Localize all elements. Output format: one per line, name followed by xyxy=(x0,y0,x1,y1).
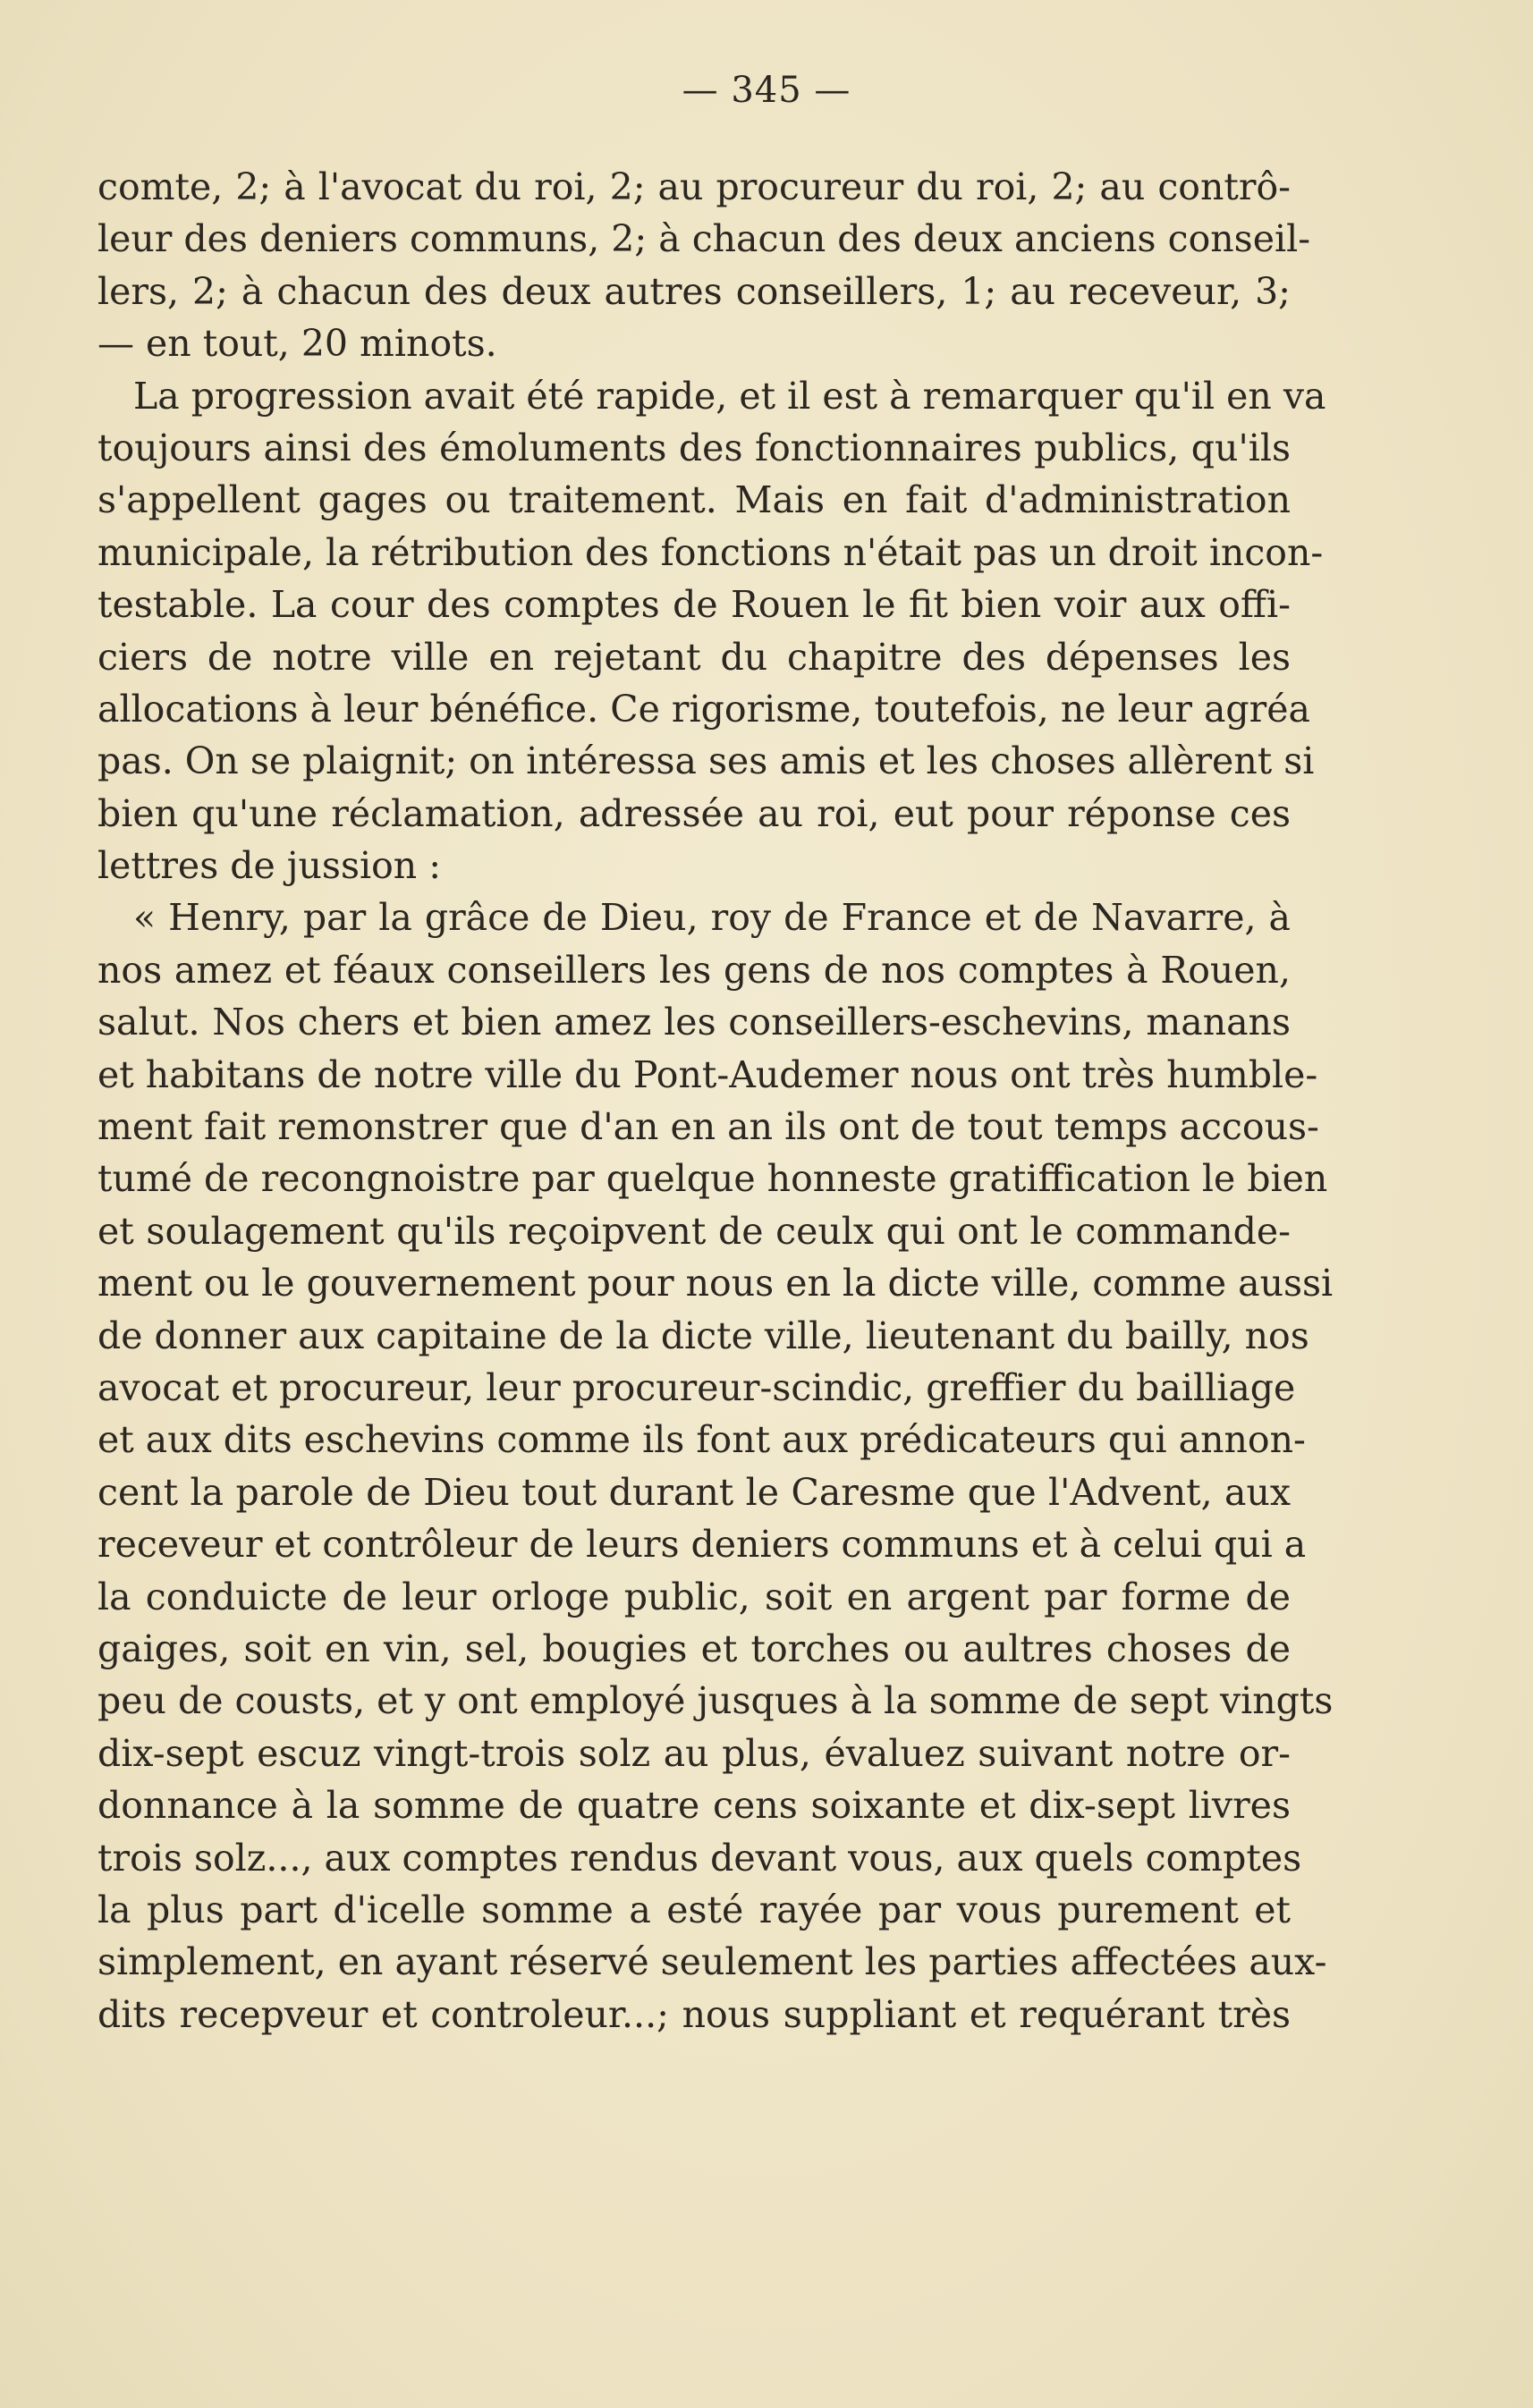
text-line: avocat et procureur, leur procureur-scindic, greffier du bailliage xyxy=(97,1365,1296,1409)
text-line: bien qu'une réclamation, adressée au roi, eut pour réponse ces xyxy=(97,791,1291,835)
text-line: testable. La cour des comptes de Rouen le fit bien voir aux offi- xyxy=(97,583,1291,627)
body-text xyxy=(97,161,1334,2040)
text-line: cent la parole de Dieu tout durant le Caresme que l'Advent, aux xyxy=(97,1470,1291,1514)
text-line: de donner aux capitaine de la dicte ville, lieutenant du bailly, nos xyxy=(97,1314,1309,1357)
text-line: lers, 2; à chacun des deux autres conseillers, 1; au receveur, 3; xyxy=(97,269,1291,313)
text-line: simplement, en ayant réservé seulement les parties affectées aux- xyxy=(97,1940,1327,1984)
text-line: pas. On se plaignit; on intéressa ses amis et les choses allèrent si xyxy=(97,739,1315,783)
text-line: dits recepveur et controleur...; nous suppliant et requérant très xyxy=(97,1992,1291,2036)
text-line: salut. Nos chers et bien amez les conseillers-eschevins, manans xyxy=(97,1001,1291,1044)
text-line: comte, 2; à l'avocat du roi, 2; au procureur du roi, 2; au contrô- xyxy=(97,165,1291,208)
text-line: « Henry, par la grâce de Dieu, roy de France et de Navarre, à xyxy=(133,896,1291,940)
text-line: et habitans de notre ville du Pont-Audemer nous ont très humble- xyxy=(97,1052,1318,1096)
text-line: — en tout, 20 minots. xyxy=(97,322,497,366)
text-line: gaiges, soit en vin, sel, bougies et torches ou aultres choses de xyxy=(97,1626,1291,1670)
text-line: et soulagement qu'ils reçoipvent de ceulx qui ont le commande- xyxy=(97,1209,1291,1253)
page-number: — 345 — xyxy=(682,70,851,111)
text-line: receveur et contrôleur de leurs deniers communs et à celui qui a xyxy=(97,1523,1307,1567)
text-line: toujours ainsi des émoluments des fonctionnaires publics, qu'ils xyxy=(97,426,1291,469)
text-line: ment ou le gouvernement pour nous en la dicte ville, comme aussi xyxy=(97,1262,1334,1305)
text-line: et aux dits eschevins comme ils font aux prédicateurs qui annon- xyxy=(97,1418,1306,1462)
text-line: ciers de notre ville en rejetant du chapitre des dépenses les xyxy=(97,635,1291,679)
text-line: lettres de jussion : xyxy=(97,844,442,888)
text-line: peu de cousts, et y ont employé jusques à la somme de sept vingts xyxy=(97,1679,1334,1723)
text-line: municipale, la rétribution des fonctions n'était pas un droit incon- xyxy=(97,530,1324,574)
text-line: s'appellent gages ou traitement. Mais en fait d'administration xyxy=(97,478,1291,522)
text-line: ment fait remonstrer que d'an en an ils ont de tout temps accous- xyxy=(97,1105,1319,1149)
text-line: nos amez et féaux conseillers les gens de nos comptes à Rouen, xyxy=(97,948,1291,992)
text-line: leur des deniers communs, 2; à chacun des deux anciens conseil- xyxy=(97,217,1311,261)
text-line: dix-sept escuz vingt-trois solz au plus, évaluez suivant notre or- xyxy=(97,1731,1291,1775)
text-line: tumé de recongnoistre par quelque honneste gratiffication le bien xyxy=(97,1157,1328,1201)
text-line: trois solz..., aux comptes rendus devant vous, aux quels comptes xyxy=(97,1836,1302,1880)
text-line: la plus part d'icelle somme a esté rayée par vous purement et xyxy=(97,1888,1291,1931)
text-line: La progression avait été rapide, et il est à remarquer qu'il en va xyxy=(133,374,1326,418)
text-line: la conduicte de leur orloge public, soit en argent par forme de xyxy=(97,1575,1291,1618)
text-line: donnance à la somme de quatre cens soixante et dix-sept livres xyxy=(97,1784,1291,1828)
text-line: allocations à leur bénéfice. Ce rigorisme, toutefois, ne leur agréa xyxy=(97,687,1310,731)
